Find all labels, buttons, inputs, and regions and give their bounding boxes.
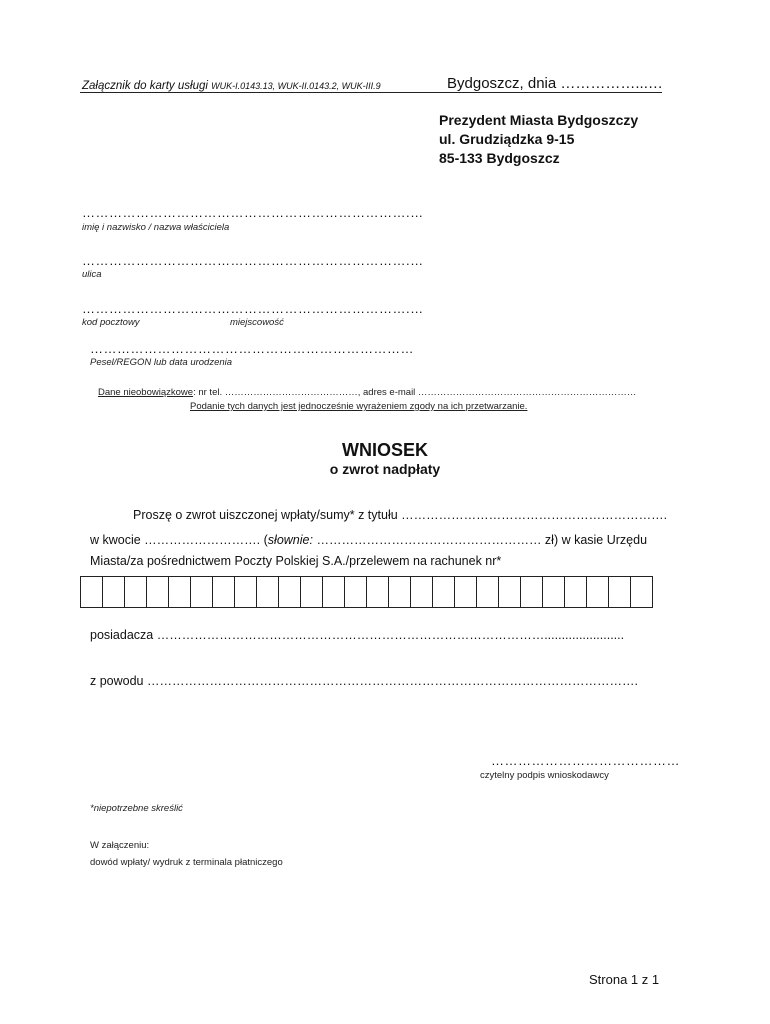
optional-data-label: Dane nieobowiązkowe <box>98 387 194 398</box>
in-words-field: ……………………………………………… zł) w kasie Urzędu <box>312 533 648 547</box>
attachments-heading: W załączeniu: <box>90 840 150 851</box>
account-digit-cell[interactable] <box>301 576 323 608</box>
in-words-label: słownie: <box>267 533 313 547</box>
refund-request-line: Proszę o zwrot uiszczonej wpłaty/sumy* z tytułu ………………………………………………………. <box>133 508 668 522</box>
city-date: Bydgoszcz, dnia ……………...… <box>447 75 663 92</box>
account-owner-line[interactable]: posiadacza …………………………………………………………………………………....................... <box>90 628 625 642</box>
account-digit-cell[interactable] <box>565 576 587 608</box>
account-digit-cell[interactable] <box>257 576 279 608</box>
account-digit-cell[interactable] <box>433 576 455 608</box>
recipient-street: ul. Grudziądzka 9-15 <box>439 131 575 147</box>
account-digit-cell[interactable] <box>367 576 389 608</box>
attachments-item: dowód wpłaty/ wydruk z terminala płatniczego <box>90 857 283 868</box>
signature-field[interactable]: …………………………………… <box>491 753 680 768</box>
account-digit-cell[interactable] <box>521 576 543 608</box>
account-digit-cell[interactable] <box>631 576 653 608</box>
pesel-field[interactable]: ……………………………………………………………… <box>90 341 414 356</box>
name-label: imię i nazwisko / nazwa właściciela <box>82 222 230 233</box>
account-digit-cell[interactable] <box>543 576 565 608</box>
consent-note: Podanie tych danych jest jednocześnie wyrażeniem zgody na ich przetwarzanie. <box>190 401 528 412</box>
attachment-note <box>82 80 381 92</box>
footnote: *niepotrzebne skreślić <box>90 803 183 814</box>
reason-line[interactable]: z powodu ………………………………………………………………………………………………………. <box>90 674 638 688</box>
signature-label: czytelny podpis wnioskodawcy <box>480 770 609 781</box>
account-number-grid[interactable] <box>80 576 653 608</box>
account-digit-cell[interactable] <box>191 576 213 608</box>
attachment-codes: WUK-I.0143.13, WUK-II.0143.2, WUK-III.9 <box>211 81 381 91</box>
header-divider <box>80 92 662 93</box>
page-number: Strona 1 z 1 <box>589 972 660 987</box>
account-digit-cell[interactable] <box>147 576 169 608</box>
street-field[interactable]: ……………………………………………………………….… <box>82 253 424 268</box>
account-digit-cell[interactable] <box>345 576 367 608</box>
account-digit-cell[interactable] <box>323 576 345 608</box>
city-field[interactable]: ……………………………………………………………….… <box>82 301 424 316</box>
attachment-prefix: Załącznik do karty usługi <box>82 80 212 92</box>
account-digit-cell[interactable] <box>455 576 477 608</box>
recipient-name: Prezydent Miasta Bydgoszczy <box>439 112 639 128</box>
account-digit-cell[interactable] <box>103 576 125 608</box>
recipient-city: 85-133 Bydgoszcz <box>439 150 560 166</box>
optional-data-line <box>98 387 636 398</box>
account-digit-cell[interactable] <box>499 576 521 608</box>
amount-field: w kwocie ………………………. ( <box>90 533 268 547</box>
form-subtitle: o zwrot nadpłaty <box>329 461 441 477</box>
account-digit-cell[interactable] <box>587 576 609 608</box>
name-field[interactable]: ……………………………………………………………….… <box>82 205 424 220</box>
account-digit-cell[interactable] <box>169 576 191 608</box>
account-digit-cell[interactable] <box>411 576 433 608</box>
account-digit-cell[interactable] <box>213 576 235 608</box>
optional-data-fields: : nr tel. ……………………………………, adres e-mail …………………………………………………………… <box>193 387 637 398</box>
city-label: miejscowość <box>230 317 284 328</box>
account-digit-cell[interactable] <box>477 576 499 608</box>
account-digit-cell[interactable] <box>235 576 257 608</box>
pesel-label: Pesel/REGON lub data urodzenia <box>90 357 233 368</box>
account-digit-cell[interactable] <box>81 576 103 608</box>
account-digit-cell[interactable] <box>389 576 411 608</box>
account-digit-cell[interactable] <box>279 576 301 608</box>
account-digit-cell[interactable] <box>125 576 147 608</box>
payment-method-line: Miasta/za pośrednictwem Poczty Polskiej S.A./przelewem na rachunek nr* <box>90 554 502 568</box>
postal-label: kod pocztowy <box>82 317 140 328</box>
amount-line <box>90 533 647 547</box>
form-title: WNIOSEK <box>341 440 428 460</box>
account-digit-cell[interactable] <box>609 576 631 608</box>
street-label: ulica <box>82 269 102 280</box>
